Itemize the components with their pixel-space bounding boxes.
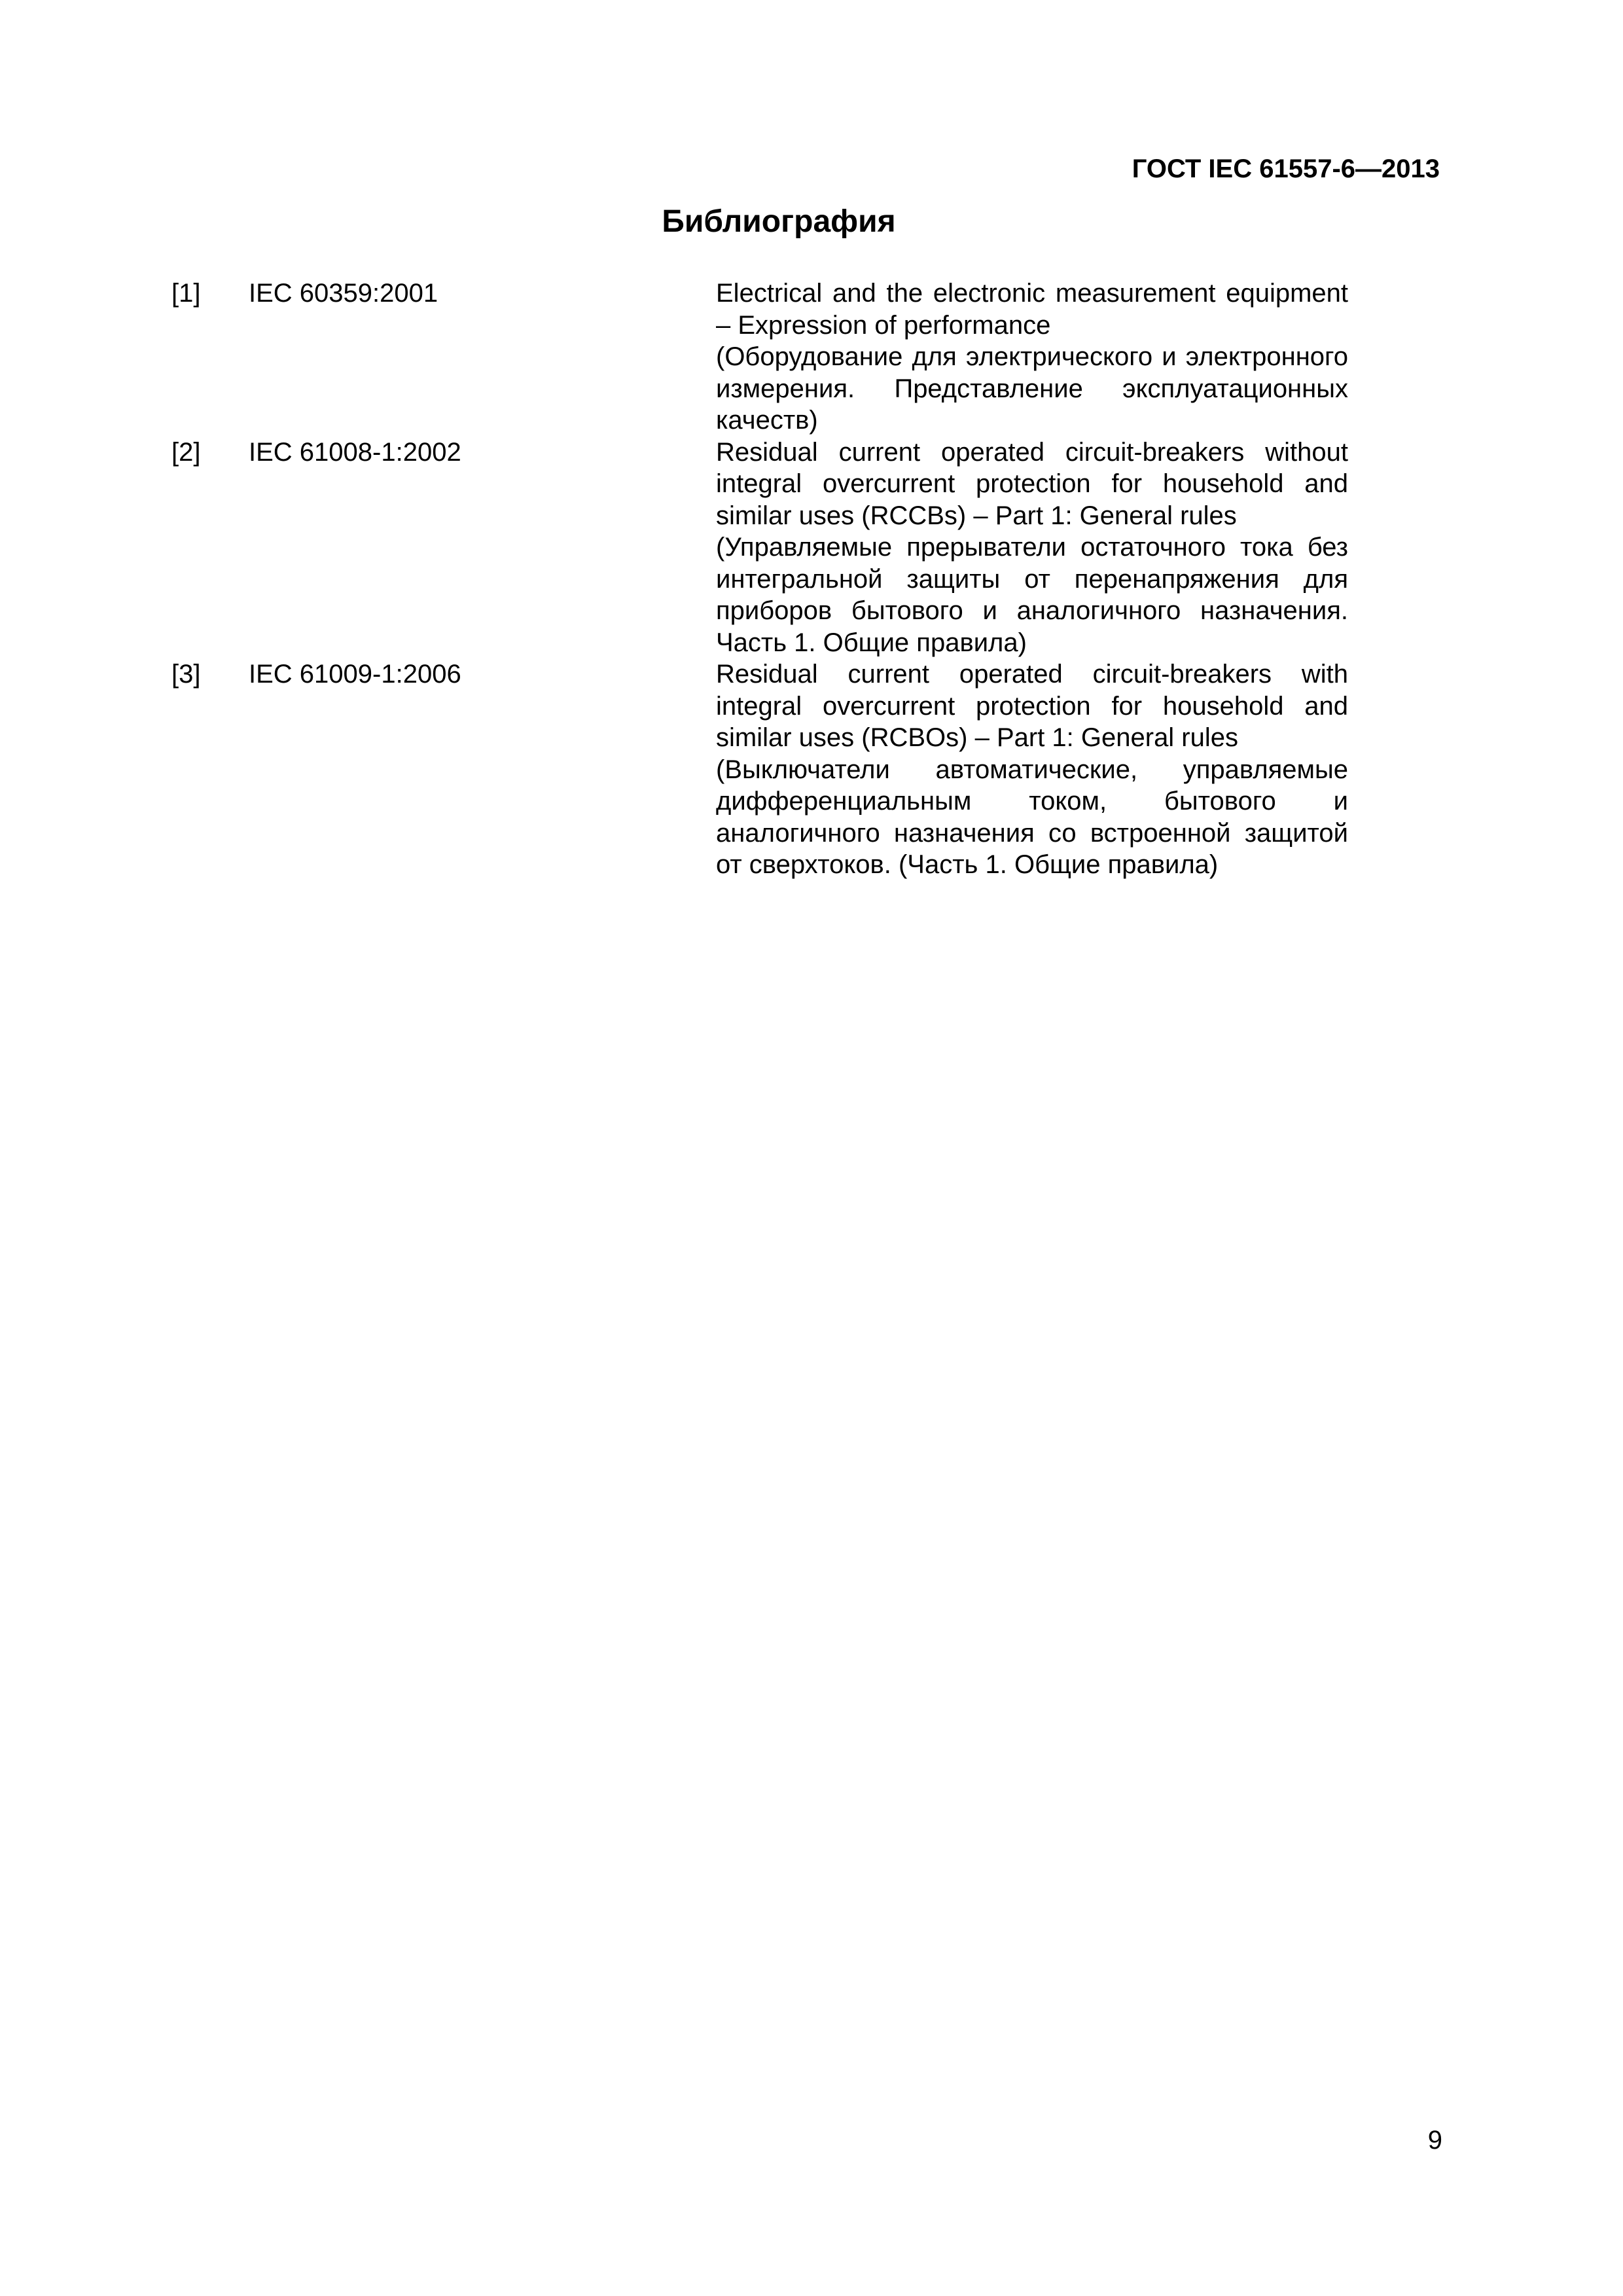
- entry-number: [3]: [171, 660, 201, 689]
- entry-number: [1]: [171, 279, 201, 308]
- entry-standard: IEC 60359:2001: [249, 279, 438, 308]
- entry-standard: IEC 61008-1:2002: [249, 437, 461, 467]
- entry-title-en: Residual current operated circuit-breakers without integral overcurrent protection for household and similar uses (RCCBs) – Part 1: General rules: [716, 437, 1348, 530]
- entry-title-en: Electrical and the electronic measurement equipment – Expression of performance: [716, 279, 1348, 340]
- entry-standard: IEC 61009-1:2006: [249, 660, 461, 689]
- entry-title-ru: (Управляемые прерыватели остаточного тока без интегральной защиты от перенапряжения для приборов бытового и аналогичного назначения. Часть 1. Общие правила): [716, 533, 1348, 657]
- bibliography-entry: [0, 278, 1623, 437]
- entry-title-ru: (Оборудование для электрического и электронного измерения. Представление эксплуатационных качеств): [716, 342, 1348, 435]
- entry-description: [716, 658, 1348, 881]
- bibliography-list: [0, 278, 1623, 881]
- entry-description: [716, 437, 1348, 659]
- page-title: Библиография: [662, 204, 896, 239]
- bibliography-entry: [0, 437, 1623, 659]
- entry-number: [2]: [171, 437, 201, 467]
- entry-title-en: Residual current operated circuit-breakers with integral overcurrent protection for household and similar uses (RCBOs) – Part 1: General rules: [716, 660, 1348, 752]
- entry-description: [716, 278, 1348, 437]
- page-number: 9: [1427, 2126, 1442, 2155]
- entry-title-ru: (Выключатели автоматические, управляемые дифференциальным током, бытового и аналогичного назначения со встроенной защитой от сверхтоков. (Часть 1. Общие правила): [716, 755, 1348, 879]
- document-code: ГОСТ IEC 61557-6—2013: [1132, 154, 1440, 183]
- bibliography-entry: [0, 658, 1623, 881]
